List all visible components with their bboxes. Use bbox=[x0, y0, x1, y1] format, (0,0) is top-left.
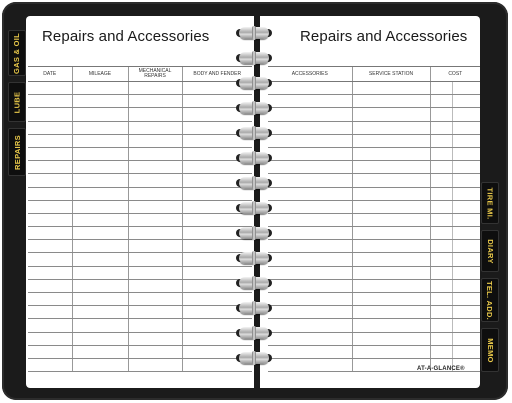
right-page-title: Repairs and Accessories bbox=[300, 28, 468, 45]
log-cell[interactable] bbox=[452, 306, 480, 319]
log-cell[interactable] bbox=[72, 174, 128, 187]
tab-label: GAS & OIL bbox=[12, 32, 22, 74]
column-header-body-and-fender: BODY AND FENDER bbox=[182, 67, 252, 82]
log-cell[interactable] bbox=[268, 306, 352, 319]
log-cell[interactable] bbox=[268, 147, 352, 160]
log-cell[interactable] bbox=[128, 95, 182, 108]
log-cell[interactable] bbox=[268, 134, 352, 147]
log-cell[interactable] bbox=[128, 134, 182, 147]
log-cell[interactable] bbox=[128, 161, 182, 174]
log-cell[interactable] bbox=[268, 174, 352, 187]
log-cell[interactable] bbox=[452, 187, 480, 200]
log-cell[interactable] bbox=[352, 253, 430, 266]
log-row bbox=[268, 95, 480, 108]
log-cell[interactable] bbox=[28, 121, 72, 134]
log-cell[interactable] bbox=[28, 134, 72, 147]
log-cell[interactable] bbox=[430, 121, 452, 134]
log-cell[interactable] bbox=[28, 332, 72, 345]
log-cell[interactable] bbox=[352, 147, 430, 160]
wire-coil bbox=[239, 302, 269, 314]
log-cell[interactable] bbox=[352, 82, 430, 95]
log-cell[interactable] bbox=[452, 332, 480, 345]
log-cell[interactable] bbox=[128, 319, 182, 332]
log-cell[interactable] bbox=[72, 253, 128, 266]
wire-coil bbox=[239, 277, 269, 289]
log-cell[interactable] bbox=[352, 345, 430, 358]
log-cell[interactable] bbox=[452, 174, 480, 187]
log-cell[interactable] bbox=[352, 293, 430, 306]
wire-coil bbox=[239, 202, 269, 214]
log-cell[interactable] bbox=[352, 187, 430, 200]
log-row bbox=[268, 319, 480, 332]
log-cell[interactable] bbox=[352, 227, 430, 240]
spiral-binding bbox=[231, 26, 277, 376]
log-row bbox=[28, 332, 252, 345]
wire-coil bbox=[239, 252, 269, 264]
log-cell[interactable] bbox=[128, 240, 182, 253]
log-cell[interactable] bbox=[268, 358, 352, 371]
log-cell[interactable] bbox=[452, 279, 480, 292]
log-row bbox=[268, 213, 480, 226]
log-cell[interactable] bbox=[430, 253, 452, 266]
spiral-ring bbox=[231, 226, 277, 240]
brand-logo-text: AT-A-GLANCE® bbox=[417, 366, 465, 372]
log-cell[interactable] bbox=[128, 200, 182, 213]
log-cell[interactable] bbox=[452, 108, 480, 121]
spiral-ring bbox=[231, 51, 277, 65]
log-cell[interactable] bbox=[72, 240, 128, 253]
log-cell[interactable] bbox=[28, 82, 72, 95]
log-cell[interactable] bbox=[28, 345, 72, 358]
log-cell[interactable] bbox=[452, 266, 480, 279]
log-cell[interactable] bbox=[352, 95, 430, 108]
log-row bbox=[28, 293, 252, 306]
log-row bbox=[268, 227, 480, 240]
log-row bbox=[268, 161, 480, 174]
log-row bbox=[28, 306, 252, 319]
log-cell[interactable] bbox=[268, 332, 352, 345]
log-row bbox=[28, 358, 252, 371]
tab-label: LUBE bbox=[12, 91, 22, 113]
log-cell[interactable] bbox=[268, 108, 352, 121]
log-row bbox=[28, 95, 252, 108]
log-row bbox=[268, 174, 480, 187]
log-cell[interactable] bbox=[268, 200, 352, 213]
log-row bbox=[268, 279, 480, 292]
log-row bbox=[28, 200, 252, 213]
left-header-row bbox=[28, 67, 252, 82]
log-cell[interactable] bbox=[352, 213, 430, 226]
column-header-mileage: MILEAGE bbox=[72, 67, 128, 82]
log-cell[interactable] bbox=[430, 213, 452, 226]
log-cell[interactable] bbox=[128, 358, 182, 371]
log-cell[interactable] bbox=[452, 253, 480, 266]
log-row bbox=[28, 121, 252, 134]
spiral-ring bbox=[231, 76, 277, 90]
log-cell[interactable] bbox=[128, 147, 182, 160]
log-cell[interactable] bbox=[128, 332, 182, 345]
log-cell[interactable] bbox=[72, 227, 128, 240]
column-header-date: DATE bbox=[28, 67, 72, 82]
log-cell[interactable] bbox=[28, 319, 72, 332]
log-cell[interactable] bbox=[28, 108, 72, 121]
tab-label: DIARY bbox=[485, 238, 495, 264]
log-cell[interactable] bbox=[28, 266, 72, 279]
log-row bbox=[28, 174, 252, 187]
tab-tire-mileage[interactable] bbox=[481, 182, 499, 224]
log-cell[interactable] bbox=[352, 161, 430, 174]
log-row bbox=[28, 227, 252, 240]
log-row bbox=[28, 345, 252, 358]
log-cell[interactable] bbox=[352, 240, 430, 253]
log-cell[interactable] bbox=[128, 82, 182, 95]
left-page bbox=[26, 16, 254, 388]
log-cell[interactable] bbox=[72, 82, 128, 95]
log-cell[interactable] bbox=[128, 279, 182, 292]
column-header-accessories: ACCESSORIES bbox=[268, 67, 352, 82]
log-cell[interactable] bbox=[430, 161, 452, 174]
wire-coil bbox=[239, 27, 269, 39]
log-row bbox=[28, 240, 252, 253]
log-row bbox=[268, 306, 480, 319]
wire-coil bbox=[239, 102, 269, 114]
log-cell[interactable] bbox=[430, 95, 452, 108]
log-cell[interactable] bbox=[128, 293, 182, 306]
log-cell[interactable] bbox=[452, 200, 480, 213]
log-row bbox=[268, 121, 480, 134]
tab-lube[interactable] bbox=[8, 82, 26, 122]
spiral-ring bbox=[231, 276, 277, 290]
tab-gas-and-oil[interactable] bbox=[8, 30, 26, 76]
log-row bbox=[28, 147, 252, 160]
wire-coil bbox=[239, 227, 269, 239]
log-cell[interactable] bbox=[128, 306, 182, 319]
log-cell[interactable] bbox=[72, 95, 128, 108]
log-cell[interactable] bbox=[72, 134, 128, 147]
log-row bbox=[268, 332, 480, 345]
log-row bbox=[268, 253, 480, 266]
wire-coil bbox=[239, 52, 269, 64]
log-cell[interactable] bbox=[72, 200, 128, 213]
tab-label: TEL. ADD. bbox=[485, 280, 495, 320]
log-cell[interactable] bbox=[452, 161, 480, 174]
log-cell[interactable] bbox=[430, 279, 452, 292]
log-cell[interactable] bbox=[268, 95, 352, 108]
right-page bbox=[260, 16, 480, 388]
log-cell[interactable] bbox=[430, 134, 452, 147]
log-cell[interactable] bbox=[72, 358, 128, 371]
log-cell[interactable] bbox=[268, 121, 352, 134]
log-cell[interactable] bbox=[72, 161, 128, 174]
log-row bbox=[28, 253, 252, 266]
log-cell[interactable] bbox=[28, 240, 72, 253]
log-cell[interactable] bbox=[452, 213, 480, 226]
log-cell[interactable] bbox=[352, 121, 430, 134]
tab-repairs[interactable] bbox=[8, 128, 26, 176]
log-row bbox=[28, 82, 252, 95]
log-row bbox=[268, 187, 480, 200]
log-cell[interactable] bbox=[430, 345, 452, 358]
log-cell[interactable] bbox=[72, 108, 128, 121]
log-cell[interactable] bbox=[452, 134, 480, 147]
log-cell[interactable] bbox=[452, 121, 480, 134]
log-cell[interactable] bbox=[28, 174, 72, 187]
log-cell[interactable] bbox=[268, 187, 352, 200]
log-cell[interactable] bbox=[128, 345, 182, 358]
log-cell[interactable] bbox=[28, 147, 72, 160]
log-row bbox=[268, 147, 480, 160]
log-cell[interactable] bbox=[128, 213, 182, 226]
log-cell[interactable] bbox=[352, 306, 430, 319]
log-cell[interactable] bbox=[72, 319, 128, 332]
log-cell[interactable] bbox=[430, 147, 452, 160]
log-row bbox=[268, 345, 480, 358]
log-cell[interactable] bbox=[430, 293, 452, 306]
log-cell[interactable] bbox=[430, 240, 452, 253]
log-cell[interactable] bbox=[352, 319, 430, 332]
spiral-ring bbox=[231, 326, 277, 340]
log-cell[interactable] bbox=[430, 227, 452, 240]
log-cell[interactable] bbox=[352, 200, 430, 213]
log-cell[interactable] bbox=[430, 266, 452, 279]
log-cell[interactable] bbox=[430, 187, 452, 200]
spiral-ring bbox=[231, 351, 277, 365]
log-row bbox=[28, 279, 252, 292]
log-cell[interactable] bbox=[268, 279, 352, 292]
log-row bbox=[28, 266, 252, 279]
log-cell[interactable] bbox=[28, 187, 72, 200]
wire-coil bbox=[239, 152, 269, 164]
log-cell[interactable] bbox=[72, 147, 128, 160]
log-row bbox=[268, 134, 480, 147]
tab-label: MEMO bbox=[485, 337, 495, 363]
log-cell[interactable] bbox=[268, 293, 352, 306]
wire-coil bbox=[239, 77, 269, 89]
log-cell[interactable] bbox=[268, 319, 352, 332]
log-row bbox=[28, 161, 252, 174]
log-cell[interactable] bbox=[28, 227, 72, 240]
log-cell[interactable] bbox=[352, 108, 430, 121]
log-cell[interactable] bbox=[352, 332, 430, 345]
log-cell[interactable] bbox=[430, 82, 452, 95]
log-cell[interactable] bbox=[28, 95, 72, 108]
log-cell[interactable] bbox=[430, 174, 452, 187]
log-cell[interactable] bbox=[72, 213, 128, 226]
right-log-table bbox=[268, 66, 480, 372]
log-cell[interactable] bbox=[452, 293, 480, 306]
log-cell[interactable] bbox=[352, 266, 430, 279]
log-row bbox=[268, 82, 480, 95]
log-cell[interactable] bbox=[128, 253, 182, 266]
log-cell[interactable] bbox=[352, 134, 430, 147]
spiral-ring bbox=[231, 251, 277, 265]
log-cell[interactable] bbox=[268, 227, 352, 240]
wire-coil bbox=[239, 352, 269, 364]
log-cell[interactable] bbox=[128, 121, 182, 134]
log-cell[interactable] bbox=[28, 293, 72, 306]
tab-telephone-address[interactable] bbox=[481, 278, 499, 322]
log-cell[interactable] bbox=[430, 108, 452, 121]
left-page-title: Repairs and Accessories bbox=[42, 28, 210, 45]
tab-diary[interactable] bbox=[481, 230, 499, 272]
log-row bbox=[268, 266, 480, 279]
log-cell[interactable] bbox=[72, 187, 128, 200]
wire-coil bbox=[239, 177, 269, 189]
log-cell[interactable] bbox=[128, 108, 182, 121]
log-cell[interactable] bbox=[72, 345, 128, 358]
log-cell[interactable] bbox=[72, 293, 128, 306]
log-cell[interactable] bbox=[128, 227, 182, 240]
log-cell[interactable] bbox=[28, 213, 72, 226]
log-cell[interactable] bbox=[268, 82, 352, 95]
log-cell[interactable] bbox=[452, 345, 480, 358]
log-cell[interactable] bbox=[128, 174, 182, 187]
log-cell[interactable] bbox=[28, 200, 72, 213]
log-row bbox=[28, 213, 252, 226]
log-cell[interactable] bbox=[128, 187, 182, 200]
log-cell[interactable] bbox=[452, 147, 480, 160]
log-row bbox=[28, 319, 252, 332]
log-cell[interactable] bbox=[268, 345, 352, 358]
spiral-ring bbox=[231, 126, 277, 140]
log-row bbox=[28, 108, 252, 121]
log-row bbox=[268, 108, 480, 121]
log-cell[interactable] bbox=[268, 240, 352, 253]
log-cell[interactable] bbox=[28, 279, 72, 292]
log-cell[interactable] bbox=[72, 266, 128, 279]
log-cell[interactable] bbox=[452, 319, 480, 332]
log-cell[interactable] bbox=[452, 240, 480, 253]
log-cell[interactable] bbox=[268, 266, 352, 279]
spiral-ring bbox=[231, 26, 277, 40]
log-cell[interactable] bbox=[72, 332, 128, 345]
log-cell[interactable] bbox=[28, 253, 72, 266]
log-cell[interactable] bbox=[72, 121, 128, 134]
column-header-cost: COST bbox=[430, 67, 480, 82]
log-row bbox=[268, 293, 480, 306]
wire-coil bbox=[239, 127, 269, 139]
column-header-mechanical-repairs: MECHANICAL REPAIRS bbox=[128, 67, 182, 82]
log-cell[interactable] bbox=[28, 161, 72, 174]
spiral-ring bbox=[231, 201, 277, 215]
log-cell[interactable] bbox=[128, 266, 182, 279]
tab-label: REPAIRS bbox=[12, 134, 22, 170]
tab-memo[interactable] bbox=[481, 328, 499, 372]
spiral-ring bbox=[231, 176, 277, 190]
log-cell[interactable] bbox=[452, 95, 480, 108]
log-cell[interactable] bbox=[352, 279, 430, 292]
log-row bbox=[268, 200, 480, 213]
spiral-ring bbox=[231, 301, 277, 315]
log-row bbox=[268, 240, 480, 253]
log-cell[interactable] bbox=[268, 253, 352, 266]
spiral-ring bbox=[231, 151, 277, 165]
tab-label: TIRE MI. bbox=[485, 187, 495, 219]
wire-coil bbox=[239, 327, 269, 339]
right-header-row bbox=[268, 67, 480, 82]
spiral-ring bbox=[231, 101, 277, 115]
log-cell[interactable] bbox=[268, 161, 352, 174]
log-cell[interactable] bbox=[430, 200, 452, 213]
log-cell[interactable] bbox=[430, 319, 452, 332]
log-cell[interactable] bbox=[268, 213, 352, 226]
log-cell[interactable] bbox=[72, 279, 128, 292]
column-header-service-station: SERVICE STATION bbox=[352, 67, 430, 82]
left-log-table bbox=[28, 66, 252, 372]
log-cell[interactable] bbox=[28, 306, 72, 319]
log-row bbox=[28, 187, 252, 200]
log-cell[interactable] bbox=[352, 174, 430, 187]
log-cell[interactable] bbox=[452, 82, 480, 95]
log-cell[interactable] bbox=[28, 358, 72, 371]
log-cell[interactable] bbox=[430, 306, 452, 319]
log-cell[interactable] bbox=[72, 306, 128, 319]
log-cell[interactable] bbox=[452, 227, 480, 240]
log-row bbox=[28, 134, 252, 147]
log-cell[interactable] bbox=[430, 332, 452, 345]
